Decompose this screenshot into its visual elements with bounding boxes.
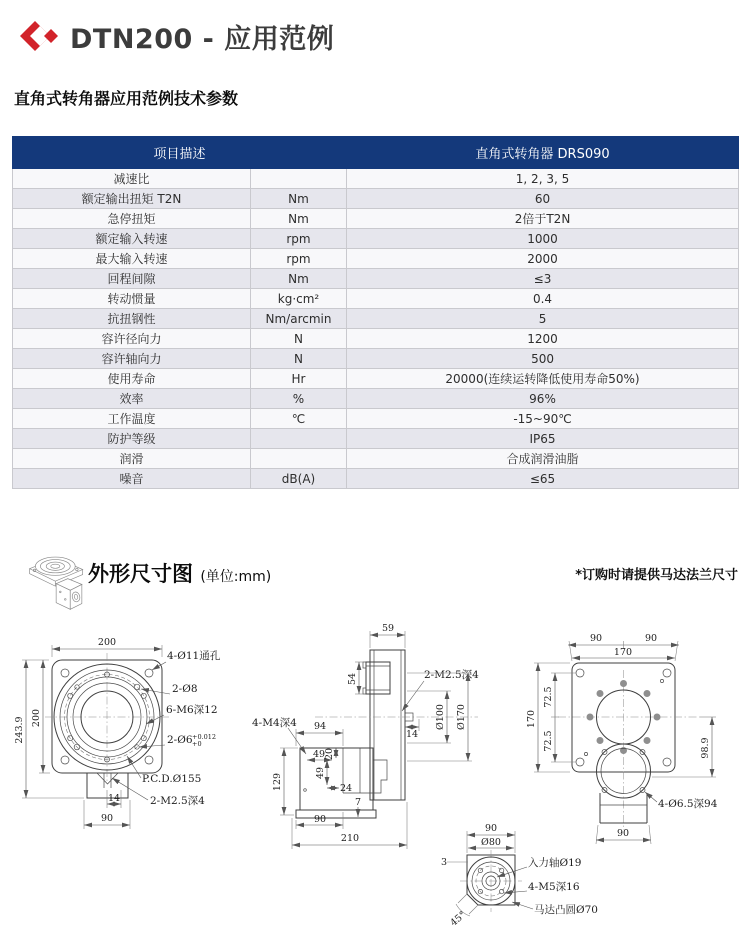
table-row: 容许径向力 N 1200 xyxy=(13,329,739,349)
label-front-6-m6: 6-M6深12 xyxy=(166,704,218,716)
dim-side-210: 210 xyxy=(340,833,360,844)
dimension-unit-note: (单位:mm) xyxy=(200,569,272,585)
table-row: 急停扭矩 Nm 2倍于T2N xyxy=(13,209,739,229)
label-front-2-o6-tol-upper: +0.012 xyxy=(192,733,217,741)
label-rear-4-o65: 4-Ø6.5深94 xyxy=(658,798,718,810)
dim-input-90: 90 xyxy=(484,823,498,834)
label-front-2-o6: 2-Ø6 xyxy=(167,734,193,746)
dim-input-3: 3 xyxy=(440,857,448,868)
dim-side-59: 59 xyxy=(381,623,395,634)
label-side-4-m4: 4-M4深4 xyxy=(252,717,297,729)
dim-input-o80: Ø80 xyxy=(481,837,501,848)
dim-input-45deg: 45° xyxy=(448,909,469,929)
dim-front-14: 14 xyxy=(107,793,121,804)
dim-rear-72-5-a: 72.5 xyxy=(543,686,554,708)
dimension-section-header xyxy=(0,536,750,620)
table-row: 额定输入转速 rpm 1000 xyxy=(13,229,739,249)
dim-side-90: 90 xyxy=(313,814,327,825)
label-front-2-m25: 2-M2.5深4 xyxy=(150,795,205,807)
dim-side-49b: 49 xyxy=(315,766,326,780)
table-row: 回程间隙 Nm ≤3 xyxy=(13,269,739,289)
doc-header xyxy=(18,16,334,56)
dimension-drawings xyxy=(0,620,750,950)
dim-side-14: 14 xyxy=(405,729,419,740)
dim-side-o170: Ø170 xyxy=(456,704,467,730)
table-header-row xyxy=(13,137,739,169)
table-row: 转动惯量 kg·cm² 0.4 xyxy=(13,289,739,309)
drawing-front-view xyxy=(14,637,221,829)
dim-rear-170-top: 170 xyxy=(613,647,633,658)
dim-rear-72-5-b: 72.5 xyxy=(543,730,554,752)
label-front-through-holes: 4-Ø11通孔 xyxy=(167,650,221,662)
dim-side-20: 20 xyxy=(324,747,335,761)
label-input-shaft: 入力轴Ø19 xyxy=(528,857,582,869)
product-thumbnail-icon xyxy=(18,536,86,618)
label-side-2-m25: 2-M2.5深4 xyxy=(424,669,479,681)
label-front-2-o8: 2-Ø8 xyxy=(172,683,198,695)
dim-side-24: 24 xyxy=(339,783,353,794)
table-row: 防护等级 IP65 xyxy=(13,429,739,449)
order-note: *订购时请提供马达法兰尺寸 xyxy=(575,568,738,583)
brand-diamond-icon xyxy=(18,16,60,56)
table-row: 噪音 dB(A) ≤65 xyxy=(13,469,739,489)
table-row: 最大输入转速 rpm 2000 xyxy=(13,249,739,269)
dim-side-94: 94 xyxy=(313,721,327,732)
dim-side-7: 7 xyxy=(354,797,362,808)
label-input-motor-boss: 马达凸圆Ø70 xyxy=(534,904,598,916)
dim-front-243-9: 243.9 xyxy=(14,716,25,744)
page-title: DTN200 - 应用范例 xyxy=(70,23,335,55)
label-front-pcd: P.C.D.Ø155 xyxy=(142,773,202,785)
dim-front-90-bottom: 90 xyxy=(100,813,114,824)
dim-rear-90-left: 90 xyxy=(589,633,603,644)
table-row: 额定输出扭矩 T2N Nm 60 xyxy=(13,189,739,209)
spec-table xyxy=(12,136,739,489)
label-input-4-m5: 4-M5深16 xyxy=(528,881,580,893)
drawing-input-view xyxy=(441,823,598,929)
table-row: 容许轴向力 N 500 xyxy=(13,349,739,369)
table-row: 效率 % 96% xyxy=(13,389,739,409)
dim-front-200-top: 200 xyxy=(97,637,117,648)
table-row: 工作温度 ℃ -15~90℃ xyxy=(13,409,739,429)
table-row: 抗扭钢性 Nm/arcmin 5 xyxy=(13,309,739,329)
dim-front-200-left: 200 xyxy=(31,708,42,728)
dim-side-49a: 49 xyxy=(312,749,326,760)
dimension-section-title xyxy=(88,558,271,588)
dim-side-o100: Ø100 xyxy=(435,704,446,730)
label-front-2-o6-tol-lower: +0 xyxy=(192,740,202,748)
table-row: 润滑 合成润滑油脂 xyxy=(13,449,739,469)
dim-rear-90-bottom: 90 xyxy=(616,828,630,839)
dim-rear-90-right: 90 xyxy=(644,633,658,644)
column-header-item: 项目描述 xyxy=(13,137,347,169)
table-row: 使用寿命 Hr 20000(连续运转降低使用寿命50%) xyxy=(13,369,739,389)
dim-side-54: 54 xyxy=(347,672,358,686)
spec-section-title: 直角式转角器应用范例技术参数 xyxy=(14,89,239,108)
dim-rear-98-9: 98.9 xyxy=(700,737,711,759)
dim-side-129: 129 xyxy=(272,772,283,792)
dimension-title-text: 外形尺寸图 xyxy=(88,562,193,586)
table-row: 减速比 1, 2, 3, 5 xyxy=(13,169,739,189)
column-header-value: 直角式转角器 DRS090 xyxy=(347,137,739,169)
drawing-side-view xyxy=(252,623,479,849)
drawing-rear-view xyxy=(526,633,718,844)
dim-rear-170-left: 170 xyxy=(526,709,537,729)
